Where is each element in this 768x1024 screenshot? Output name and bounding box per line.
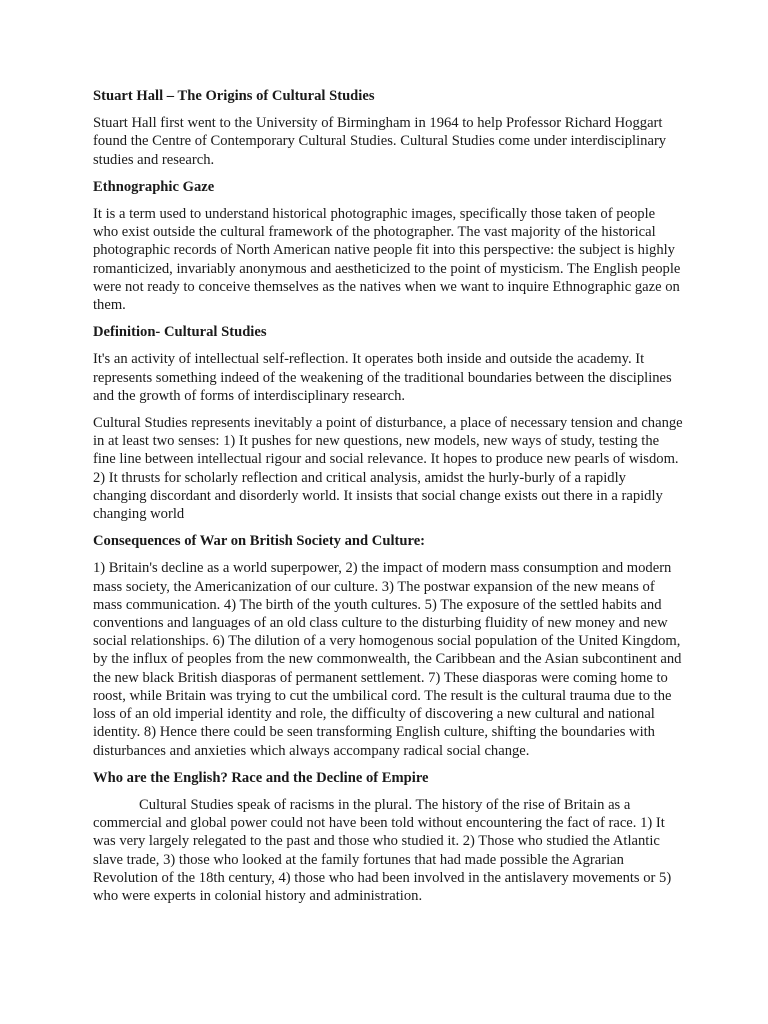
definition-paragraph-2: Cultural Studies represents inevitably a point of disturbance, a place of necessary tension and change in at least two senses: 1) It pushes for new questions, new models, new ways of study, testing the fine line between intellectual rigour and social relevance. It hopes to produce new pearls of wisdom. 2) It thrusts for scholarly reflection and critical analysis, amidst the hurly-burly of a rapidly changing discordant and disorderly world. It insists that social change exists out there in a rapidly changing world bbox=[93, 415, 683, 523]
document-page bbox=[93, 87, 683, 914]
section-heading-definition: Definition- Cultural Studies bbox=[93, 324, 267, 341]
consequences-paragraph: 1) Britain's decline as a world superpower, 2) the impact of modern mass consumption and modern mass society, the Americanization of our culture. 3) The postwar expansion of the new means of mass communication. 4) The birth of the youth cultures. 5) The exposure of the settled habits and conventions and languages of an old class culture to the disturbing fluidity of new money and new social relationships. 6) The dilution of a very homogenous social population of the United Kingdom, by the influx of peoples from the new commonwealth, the Caribbean and the Asian subcontinent and the new black British diasporas of permanent settlement. 7) These diasporas were coming home to roost, while Britain was trying to cut the umbilical cord. The result is the cultural trauma due to the loss of an old imperial identity and role, the difficulty of discovering a new cultural and national identity. 8) Hence there could be seen transforming English culture, shifting the boundaries with disturbances and anxieties which always accompany radical social change. bbox=[93, 560, 682, 759]
definition-paragraph-1: It's an activity of intellectual self-reflection. It operates both inside and outside the academy. It represents something indeed of the weakening of the traditional boundaries between the disciplines and the growth of forms of interdisciplinary research. bbox=[93, 351, 672, 404]
section-heading-ethnographic-gaze: Ethnographic Gaze bbox=[93, 178, 215, 195]
section-heading-consequences-of-war: Consequences of War on British Society and Culture: bbox=[93, 533, 426, 550]
who-are-the-english-paragraph: Cultural Studies speak of racisms in the plural. The history of the rise of Britain as a commercial and global power could not have been told without encountering the fact of race. 1) It was very largely relegated to the past and those who studied it. 2) Those who studied the Atlantic slave trade, 3) those who looked at the family fortunes that had made possible the Agrarian Revolution of the 18th century, 4) those who had been involved in the antislavery movements or 5) who were experts in colonial history and administration. bbox=[93, 796, 672, 904]
ethnographic-gaze-paragraph: It is a term used to understand historical photographic images, specifically those taken of people who exist outside the cultural framework of the photographer. The vast majority of the historical photographic records of North American native people fit into this perspective: the subject is highly romanticized, invariably anonymous and aestheticized to the point of mysticism. The English people were not ready to conceive themselves as the natives when we want to inquire Ethnographic gaze on them. bbox=[93, 206, 681, 314]
document-title: Stuart Hall – The Origins of Cultural Studies bbox=[93, 88, 375, 104]
section-heading-who-are-the-english: Who are the English? Race and the Decline of Empire bbox=[93, 769, 429, 786]
intro-paragraph: Stuart Hall first went to the University of Birmingham in 1964 to help Professor Richard Hoggart found the Centre of Contemporary Cultural Studies. Cultural Studies come under interdisciplinary studies and research. bbox=[93, 115, 667, 168]
